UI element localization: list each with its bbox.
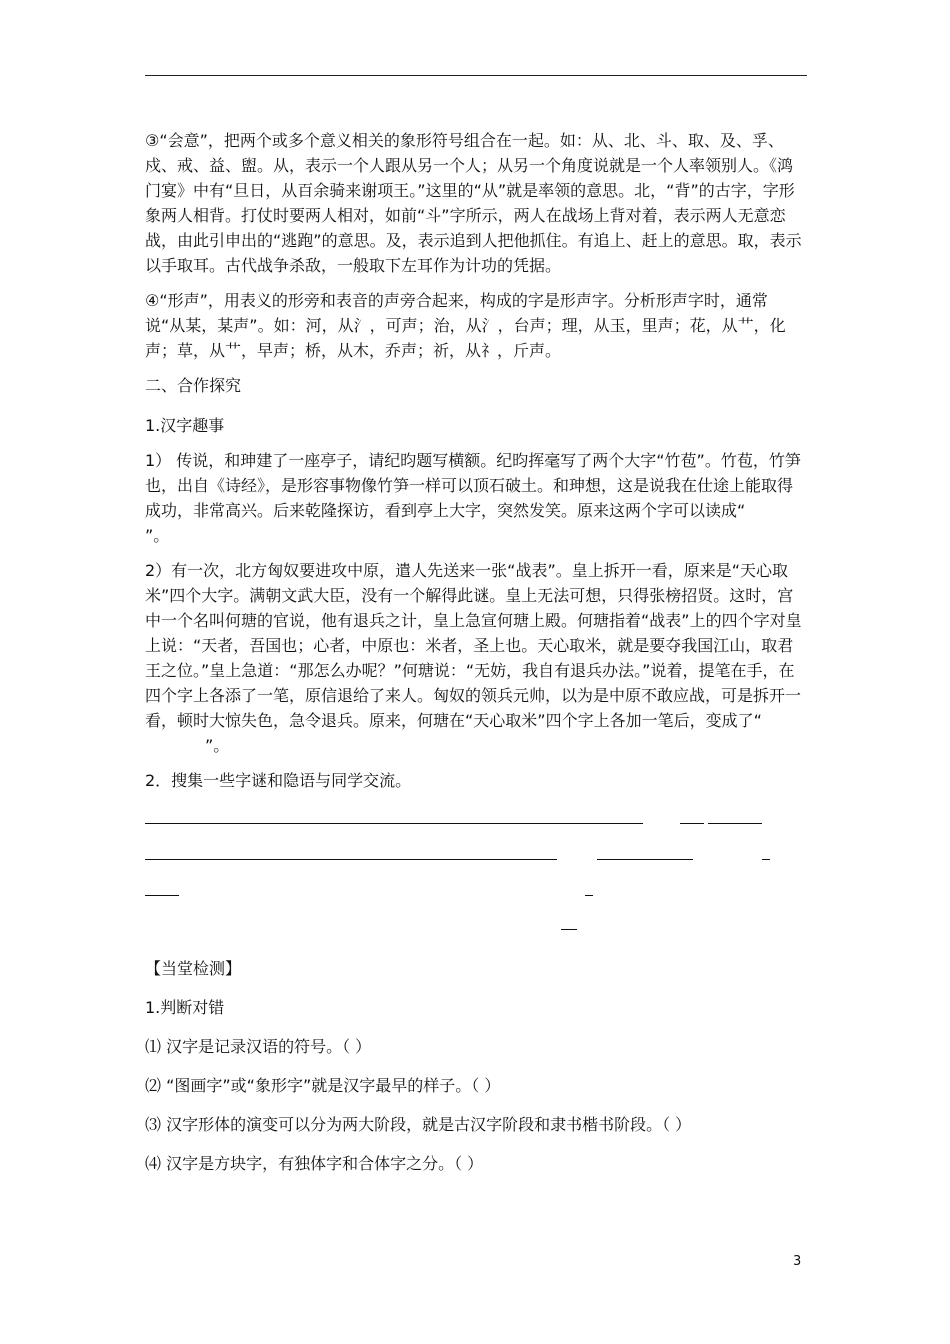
section-title-cooperation: 二、合作探究 bbox=[145, 376, 242, 395]
answer-line[interactable] bbox=[145, 859, 557, 860]
subsection-title-fun-stories: 1.汉字趣事 bbox=[145, 416, 225, 435]
true-false-item: ⑷ 汉字是方块字，有独体字和合体字之分。（ ） bbox=[145, 1154, 484, 1173]
answer-line[interactable] bbox=[708, 823, 762, 824]
true-false-item: ⑶ 汉字形体的演变可以分为两大阶段，就是古汉字阶段和隶书楷书阶段。（ ） bbox=[145, 1115, 692, 1134]
answer-lines[interactable] bbox=[145, 803, 805, 918]
true-false-item: ⑵ “图画字”或“象形字”就是汉字最早的样子。（ ） bbox=[145, 1076, 501, 1095]
story-1-closing: ”。 bbox=[145, 526, 170, 545]
story-2 bbox=[145, 558, 805, 758]
paragraph-huiyi: ③“会意”，把两个或多个意义相关的象形符号组合在一起。如：从、北、斗、取、及、孚、戍、戒、益、盥。从，表示一个人跟从另一个人；从另一个角度说就是一个人率领别人。《鸿门宴》中有“旦日，从百余骑来谢项王。”这里的“从”就是率领的意思。北，“背”的古字，字形象两人相背。打仗时要两人相对，如前“斗”字所示，两人在战场上背对着，表示两人无意恋战，由此引申出的“逃跑”的意思。及，表示追到人把他抓住。有追上、赶上的意思。取，表示以手取耳。古代战争杀敌，一般取下左耳作为计功的凭据。 bbox=[145, 131, 802, 275]
story-2-closing: ”。 bbox=[205, 736, 230, 755]
story-2-text: 2）有一次，北方匈奴要进攻中原，遣人先送来一张“战表”。皇上拆开一看，原来是“天心取米”四个大字。满朝文武大臣，没有一个解得此谜。皇上无法可想，只得张榜招贤。这时，宫中一个名叫何瑭的官说，他有退兵之计，皇上急宣何瑭上殿。何瑭指着“战表”上的四个字对皇上说：“天者，吾国也；心者，中原也：米者，圣上也。天心取米，就是要夺我国江山，取君王之位。”皇上急道：“那怎么办呢？”何瑭说：“无妨，我自有退兵办法。”说着，提笔在手，在四个字上各添了一笔，原信退给了来人。匈奴的领兵元帅，以为是中原不敢应战，可是拆开一看，顿时大惊失色，急令退兵。原来，何瑭在“天心取米”四个字上各加一笔后，变成了“ bbox=[145, 561, 802, 730]
story-1-text: 1） 传说，和珅建了一座亭子，请纪昀题写横额。纪昀挥毫写了两个大字“竹苞”。竹苞，竹笋也，出自《诗经》，是形容事物像竹笋一样可以顶石破土。和珅想，这是说我在仕途上能取得成功，非常高兴。后来乾隆探访，看到亭上大字，突然发笑。原来这两个字可以读成“ bbox=[145, 451, 801, 520]
page-number: 3 bbox=[793, 1254, 802, 1269]
answer-line[interactable] bbox=[762, 859, 770, 860]
story-1 bbox=[145, 448, 805, 548]
answer-line[interactable] bbox=[145, 895, 179, 896]
answer-line[interactable] bbox=[597, 859, 693, 860]
page-content bbox=[145, 128, 805, 1190]
answer-line[interactable] bbox=[680, 823, 704, 824]
true-false-item: ⑴ 汉字是记录汉语的符号。（ ） bbox=[145, 1037, 372, 1056]
answer-line[interactable] bbox=[561, 929, 577, 930]
answer-line[interactable] bbox=[585, 895, 593, 896]
true-false-title: 1.判断对错 bbox=[145, 998, 225, 1017]
answer-line[interactable] bbox=[145, 823, 643, 824]
subsection-title-riddles: 2．搜集一些字谜和隐语与同学交流。 bbox=[145, 771, 412, 790]
in-class-check-title: 【当堂检测】 bbox=[145, 959, 242, 978]
header-rule bbox=[145, 75, 807, 76]
paragraph-xingsheng: ④“形声”，用表义的形旁和表音的声旁合起来，构成的字是形声字。分析形声字时，通常说“从某，某声”。如：河，从氵，可声；治，从氵，台声；理，从玉，里声；花，从艹，化声；草，从艹，早声；桥，从木，乔声；祈，从礻，斤声。 bbox=[145, 291, 786, 360]
